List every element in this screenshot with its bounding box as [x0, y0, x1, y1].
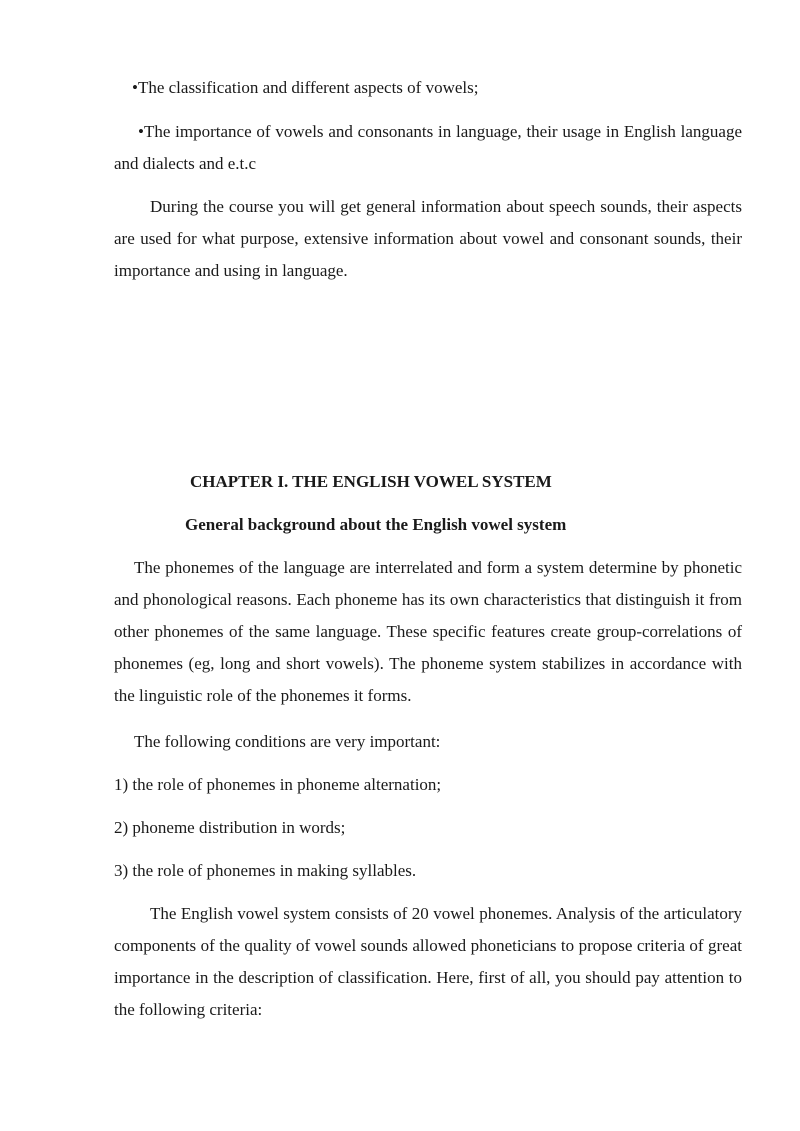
- list-item: 2) phoneme distribution in words;: [114, 818, 346, 837]
- paragraph-vowel-system: The English vowel system consists of 20 vowel phonemes. Analysis of the articulatory components of the quality of vowel sounds allowed phoneticians to propose criteria of great importance in the description of classification. Here, first of all, you should pay attention to the following criteria:: [114, 904, 742, 1019]
- list-item: 3) the role of phonemes in making syllables.: [114, 861, 417, 880]
- bullet-item: •The importance of vowels and consonants in language, their usage in English language and dialects and e.t.c: [114, 122, 742, 173]
- chapter-title: CHAPTER I. THE ENGLISH VOWEL SYSTEM: [190, 472, 552, 491]
- paragraph-conditions-intro: The following conditions are very important:: [134, 732, 441, 751]
- bullet-item: •The classification and different aspects of vowels;: [132, 78, 479, 97]
- list-item: 1) the role of phonemes in phoneme alternation;: [114, 775, 442, 794]
- intro-paragraph: During the course you will get general information about speech sounds, their aspects are used for what purpose, extensive information about vowel and consonant sounds, their importance and using in language.: [114, 197, 742, 280]
- section-title: General background about the English vowel system: [185, 515, 567, 534]
- paragraph-phonemes: The phonemes of the language are interrelated and form a system determine by phonetic and phonological reasons. Each phoneme has its own characteristics that distinguish it from other phonemes of the same language. These specific features create group-correlations of phonemes (eg, long and short vowels). The phoneme system stabilizes in accordance with the linguistic role of the phonemes it forms.: [114, 558, 742, 705]
